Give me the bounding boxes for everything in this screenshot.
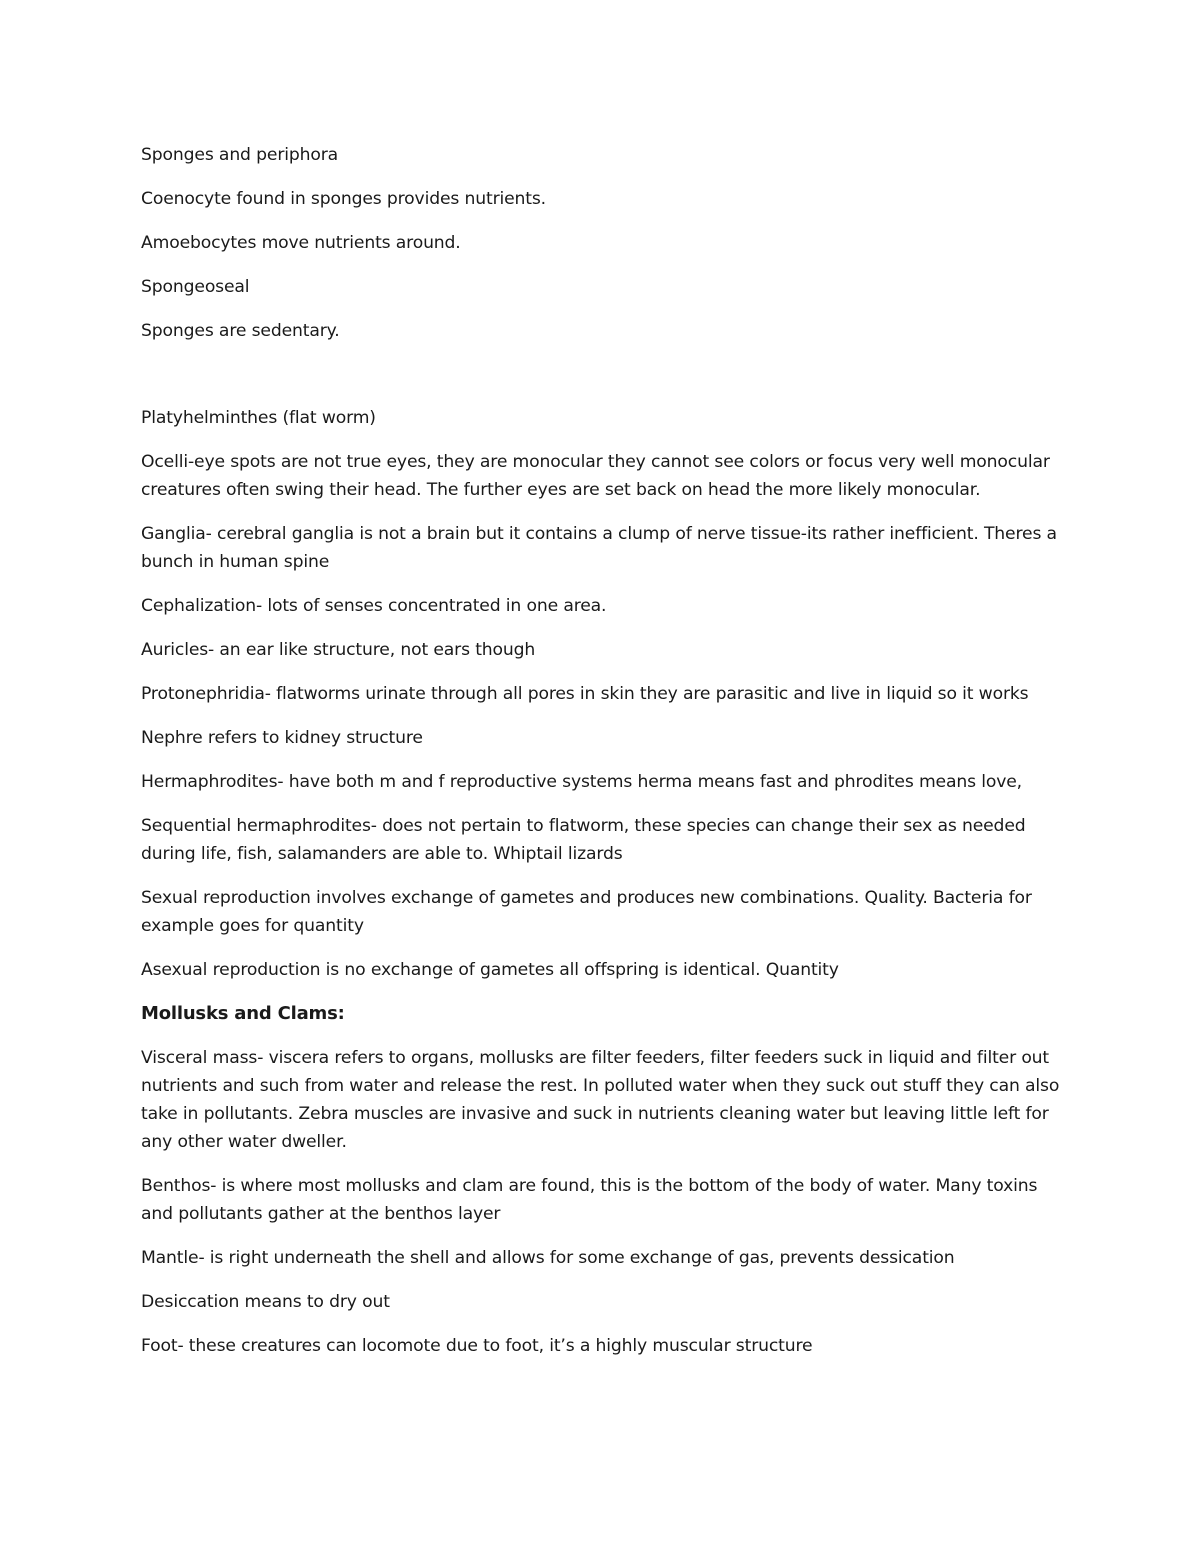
paragraph-desiccation: Desiccation means to dry out — [141, 1292, 390, 1312]
paragraph-sponges-title: Sponges and periphora — [141, 145, 339, 165]
paragraph-coenocyte: Coenocyte found in sponges provides nutrients. — [141, 189, 546, 209]
paragraph-protonephridia: Protonephridia- flatworms urinate through all pores in skin they are parasitic and live in liquid so it works — [141, 684, 1029, 704]
document-body — [141, 141, 1066, 1376]
paragraph-hermaphrodites: Hermaphrodites- have both m and f reproductive systems herma means fast and phrodites means love, — [141, 772, 1022, 792]
paragraph-ganglia: Ganglia- cerebral ganglia is not a brain but it contains a clump of nerve tissue-its rather inefficient. Theres a bunch in human spine — [141, 524, 1057, 572]
paragraph-mantle: Mantle- is right underneath the shell and allows for some exchange of gas, prevents dessication — [141, 1248, 955, 1268]
paragraph-visceral-mass: Visceral mass- viscera refers to organs, mollusks are filter feeders, filter feeders suck in liquid and filter out nutrients and such from water and release the rest. In polluted water when they suck out stuff they can also take in pollutants. Zebra muscles are invasive and suck in nutrients cleaning water but leaving little left for any other water dweller. — [141, 1048, 1060, 1152]
paragraph-sedentary: Sponges are sedentary. — [141, 321, 340, 341]
paragraph-benthos: Benthos- is where most mollusks and clam are found, this is the bottom of the body of water. Many toxins and pollutants gather at the benthos layer — [141, 1176, 1038, 1224]
paragraph-cephalization: Cephalization- lots of senses concentrated in one area. — [141, 596, 607, 616]
blank-line — [141, 361, 1066, 404]
paragraph-amoebocytes: Amoebocytes move nutrients around. — [141, 233, 461, 253]
paragraph-auricles: Auricles- an ear like structure, not ears though — [141, 640, 536, 660]
paragraph-sexual-reproduction: Sexual reproduction involves exchange of gametes and produces new combinations. Quality. Bacteria for example goes for quantity — [141, 888, 1032, 936]
paragraph-asexual-reproduction: Asexual reproduction is no exchange of gametes all offspring is identical. Quantity — [141, 960, 839, 980]
heading-mollusks: Mollusks and Clams: — [141, 1003, 345, 1024]
paragraph-ocelli: Ocelli-eye spots are not true eyes, they are monocular they cannot see colors or focus very well monocular creatures often swing their head. The further eyes are set back on head the more likely monocular. — [141, 452, 1050, 500]
paragraph-platyhelminthes-title: Platyhelminthes (flat worm) — [141, 408, 376, 428]
paragraph-nephre: Nephre refers to kidney structure — [141, 728, 423, 748]
paragraph-spongeoseal: Spongeoseal — [141, 277, 250, 297]
paragraph-foot: Foot- these creatures can locomote due to foot, it’s a highly muscular structure — [141, 1336, 813, 1356]
paragraph-sequential-hermaphrodites: Sequential hermaphrodites- does not pertain to flatworm, these species can change their sex as needed during life, fish, salamanders are able to. Whiptail lizards — [141, 816, 1026, 864]
